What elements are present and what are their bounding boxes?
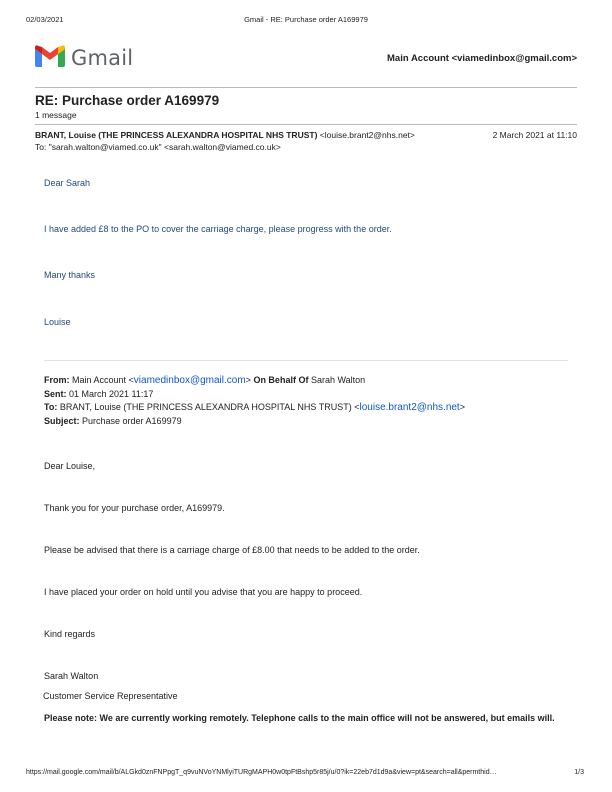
sender-email[interactable]: <louise.brant2@nhs.net> — [317, 130, 415, 140]
from-text: Main Account < — [69, 375, 134, 385]
message-date: 2 March 2021 at 11:10 — [492, 130, 577, 140]
account-label: Main Account <viamedinbox@gmail.com> — [387, 53, 577, 64]
sent-label: Sent: — [44, 389, 67, 399]
quoted-name: Sarah Walton — [44, 671, 99, 681]
quote-separator — [44, 360, 568, 361]
thread-subject: RE: Purchase order A169979 — [35, 93, 220, 108]
gmail-logo[interactable] — [35, 45, 134, 71]
reply-greeting: Dear Sarah — [44, 178, 91, 188]
reply-body: I have added £8 to the PO to cover the carriage charge, please progress with the order. — [44, 224, 392, 234]
print-title: Gmail - RE: Purchase order A169979 — [244, 15, 368, 24]
quoted-subject-line — [44, 416, 182, 426]
subject-divider — [35, 124, 577, 125]
subject-label: Subject: — [44, 416, 80, 426]
from-text-end: > — [245, 375, 251, 385]
reply-signature: Louise — [44, 317, 71, 327]
print-date: 02/03/2021 — [26, 15, 64, 24]
quoted-from-line — [44, 375, 365, 386]
quoted-to-line — [44, 402, 465, 413]
quoted-para-3: I have placed your order on hold until you advise that you are happy to proceed. — [44, 587, 363, 597]
sender-name: BRANT, Louise (THE PRINCESS ALEXANDRA HOSPITAL NHS TRUST) — [35, 130, 318, 140]
from-label: From: — [44, 375, 70, 385]
to-text-end: > — [459, 402, 465, 412]
reply-thanks: Many thanks — [44, 270, 96, 280]
quoted-para-1: Thank you for your purchase order, A169979. — [44, 503, 225, 513]
subject-value: Purchase order A169979 — [79, 416, 182, 426]
from-email-link[interactable]: viamedinbox@gmail.com — [133, 375, 246, 386]
remote-working-note: Please note: We are currently working remotely. Telephone calls to the main office will not be answered, but emails will. — [44, 713, 555, 723]
to-email-link[interactable]: louise.brant2@nhs.net — [359, 402, 460, 413]
quoted-para-2: Please be advised that there is a carriage charge of £8.00 that needs to be added to the order. — [44, 545, 420, 555]
sent-value: 01 March 2021 11:17 — [66, 389, 154, 399]
sender-line — [35, 130, 415, 140]
gmail-m-logo-icon — [35, 45, 65, 67]
message-count: 1 message — [35, 110, 77, 120]
quoted-greeting: Dear Louise, — [44, 461, 96, 471]
print-url: https://mail.google.com/mail/b/ALGkd0znFNPpgT_q9vuNVoYNMlyiTURgMAPH0w0tpFtBshp5r85j/u/0?ik=22eb7d1d9a&view=pt&search=all&permthid… — [26, 769, 497, 776]
behalf-label: On Behalf Of — [250, 375, 309, 385]
behalf-name: Sarah Walton — [308, 375, 366, 385]
print-page-number: 1/3 — [574, 769, 584, 776]
quoted-role: Customer Service Representative — [43, 691, 178, 701]
to-label: To: — [44, 402, 58, 412]
quoted-sent-line — [44, 389, 153, 399]
quoted-closing: Kind regards — [44, 629, 96, 639]
header-divider — [35, 87, 577, 88]
gmail-wordmark: Gmail — [71, 46, 134, 70]
to-text: BRANT, Louise (THE PRINCESS ALEXANDRA HOSPITAL NHS TRUST) < — [57, 402, 360, 412]
recipient-line: To: "sarah.walton@viamed.co.uk" <sarah.walton@viamed.co.uk> — [35, 142, 281, 152]
